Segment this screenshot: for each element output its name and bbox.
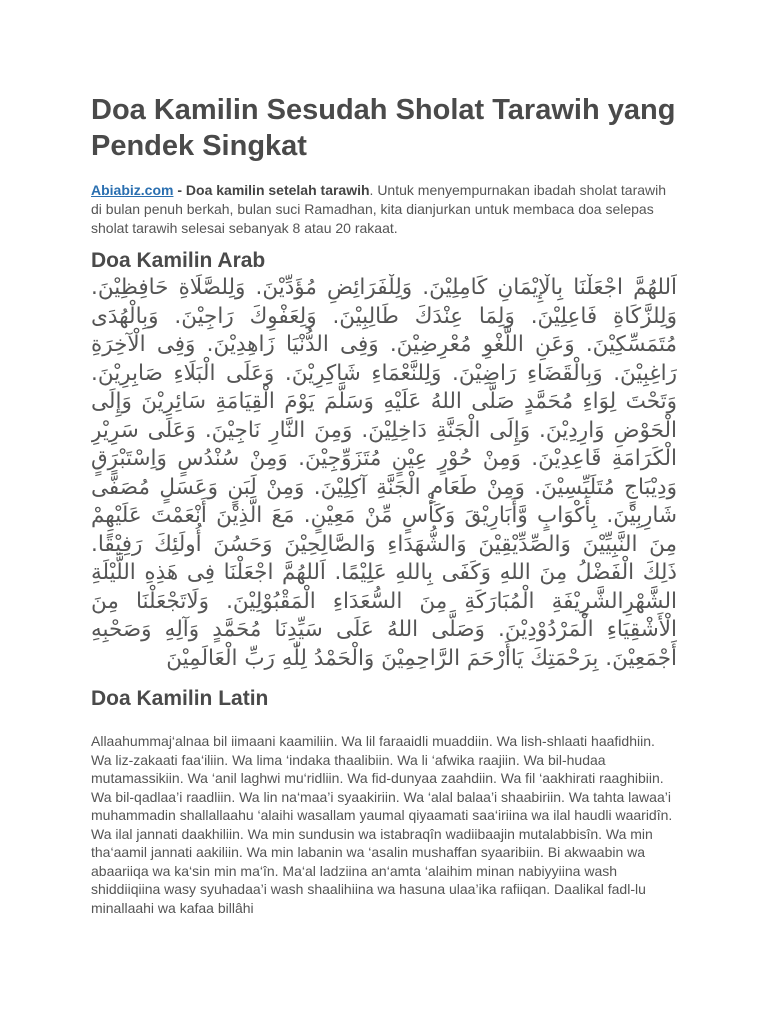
arabic-prayer-text: اَللهُمَّ اجْعَلْنَا بِالْإِيْمَانِ كَامِلِيْنَ. وَلِلْفَرَائِضِ مُؤَدِّيْنَ. وَلِلصَّلَاةِ حَافِظِيْنَ. وَلِلزَّكَاةِ فَاعِلِيْنَ. وَلِمَا عِنْدَكَ طَالِبِيْنَ. وَلِعَفْوِكَ رَاجِيْنَ. وَبِالْهُدَى مُتَمَسِّكِيْنَ. وَعَنِ اللَّغْوِ مُعْرِضِيْنَ. وَفِى الدُّنْيَا زَاهِدِيْنَ. وَفِى الْآخِرَةِ رَاغِبِيْنَ. وَبِالْقَضَاءِ رَاضِيْنَ. وَلِلنَّعْمَاءِ شَاكِرِيْنَ. وَعَلَى الْبَلَاءِ صَابِرِيْنَ. وَتَحْتَ لِوَاءِ مُحَمَّدٍ صَلَّى اللهُ عَلَيْهِ وَسَلَّمَ يَوْمَ الْقِيَامَةِ سَائِرِيْنَ وَإِلَى الْحَوْضِ وَارِدِيْنَ. وَإِلَى الْجَنَّةِ دَاخِلِيْنَ. وَمِنَ النَّارِ نَاجِيْنَ. وَعَلَى سَرِيْرِ الْكَرَامَةِ قَاعِدِيْنَ. وَمِنْ حُوْرٍ عِيْنٍ مُتَزَوِّجِيْنَ. وَمِنْ سُنْدُسٍ وَاِسْتَبْرَقٍ وَدِيْبَاجٍ مُتَلَبِّسِيْنَ. وَمِنْ طَعَامِ الْجَنَّةِ آكِلِيْنَ. وَمِنْ لَبَنٍ وَعَسَلٍ مُصَفًّى شَارِبِيْنَ. بِأَكْوَابٍ وَّأَبَارِيْقَ وَكَأْسٍ مِّنْ مَعِيْنٍ. مَعَ الَّذِيْنَ أَنْعَمْتَ عَلَيْهِمْ مِنَ النَّبِيِّيْنَ وَالصِّدِّيْقِيْنَ وَالشُّهَدَاءِ وَالصَّالِحِيْنَ وَحَسُنَ أُولَئِكَ رَفِيْقًا. ذَلِكَ الْفَضْلُ مِنَ اللهِ وَكَفَى بِاللهِ عَلِيْمًا. اَللهُمَّ اجْعَلْنَا فِى هَذِهِ اللَّيْلَةِ الشَّهْرِالشَّرِيْفَةِ الْمُبَارَكَةِ مِنَ السُّعَدَاءِ الْمَقْبُوْلِيْنَ. وَلَاتَجْعَلْنَا مِنَ الْأَشْقِيَاءِ الْمَرْدُوْدِيْنَ. وَصَلَّى اللهُ عَلَى سَيِّدِنَا مُحَمَّدٍ وَآلِهِ وَصَحْبِهِ أَجْمَعِيْنَ. بِرَحْمَتِكَ يَاأَرْحَمَ الرَّاحِمِيْنَ وَالْحَمْدُ لِلّٰهِ رَبِّ الْعَالَمِيْنَ: [91, 275, 677, 671]
latin-prayer-text: Allaahummaj‘alnaa bil iimaani kaamiliin. Wa lil faraaidli muaddiin. Wa lish-shlaati haafidhiin. Wa liz-zakaati faa‘iliin. Wa lima ‘indaka thaalibiin. Wa li ‘afwika raajiin. Wa bil-hudaa mutamassikiin. Wa ‘anil laghwi mu‘ridliin. Wa fid-dunyaa zaahdiin. Wa fil ‘aakhirati raaghibiin. Wa bil-qadlaa’i raadliin. Wa lin na‘maa’i syaakiriin. Wa ‘alal balaa’i shaabiriin. Wa tahta lawaa’i muhammadin shallallaahu ‘alaihi wasallam yaumal qiyaamati saa‘iriina wa ilal haudli waaridîn. Wa ilal jannati daakhiliin. Wa min sundusin wa istabraqîn wadiibaajin mutalabbisîn. Wa min tha‘aamil jannati aakiliin. Wa min labanin wa ‘asalin mushaffan syaaribiin. Bi akwaabin wa abaariiqa wa ka‘sin min ma‘în. Ma‘al ladziina an‘amta ‘alaihim minan nabiyyiina wash shiddiiqiina wasy syuhadaa’i wash shaalihiina wa hasuna ulaa’ika rafiiqan. Daalikal fadl-lu minallaahi wa kafaa billâhi: [91, 733, 673, 916]
intro-paragraph: [91, 181, 677, 238]
article: [91, 92, 677, 917]
page-title: Doa Kamilin Sesudah Sholat Tarawih yang Pendek Singkat: [91, 94, 676, 162]
intro-text: . Untuk menyempurnakan ibadah sholat tarawih di bulan penuh berkah, bulan suci Ramadhan, kita dianjurkan untuk membaca doa selepas sholat tarawih selesai sebanyak 8 atau 20 rakaat.: [91, 182, 667, 236]
arabic-heading: Doa Kamilin Arab: [91, 249, 266, 272]
intro-separator: -: [173, 182, 186, 198]
latin-heading: Doa Kamilin Latin: [91, 687, 269, 710]
site-link[interactable]: Abiabiz.com: [91, 182, 174, 198]
intro-lead: Doa kamilin setelah tarawih: [185, 182, 370, 198]
